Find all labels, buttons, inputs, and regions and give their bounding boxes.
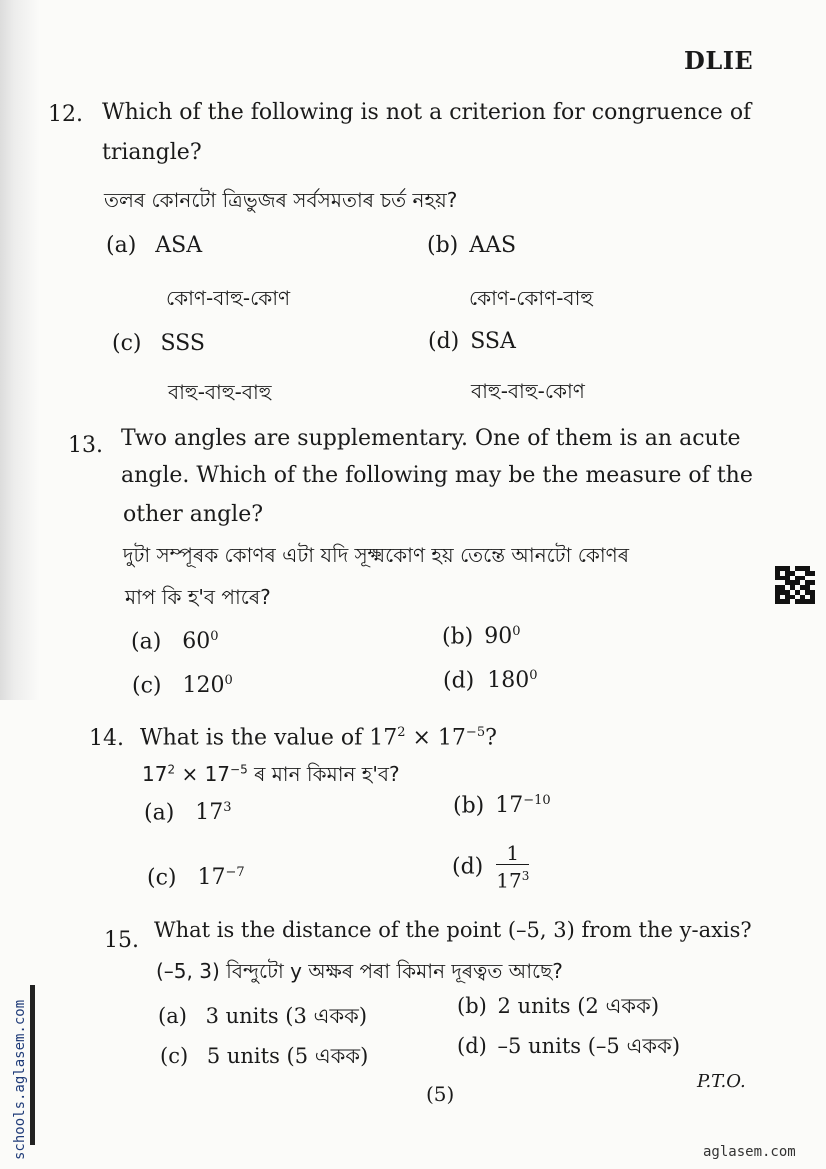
option-d [443, 668, 538, 693]
question-text: triangle? [102, 140, 202, 165]
scan-edge-bar [30, 985, 35, 1145]
option-a [158, 1000, 367, 1035]
option-value: –5 units (–5 একক) [497, 1034, 681, 1058]
question-text: Two angles are supplementary. One of them is an acute [121, 426, 741, 451]
option-c [132, 673, 233, 698]
option-value: 60 [182, 629, 211, 655]
option-superscript: 0 [224, 673, 233, 688]
option-b [457, 990, 659, 1025]
option-label: (d) [452, 854, 484, 880]
scan-shadow [0, 0, 40, 700]
option-superscript: −10 [523, 793, 551, 808]
option-c [112, 331, 205, 356]
option-b [427, 233, 516, 258]
option-value: 17 [495, 793, 524, 819]
option-value: ASA [155, 233, 203, 258]
option-value: AAS [469, 233, 517, 258]
option-value: SSS [160, 331, 205, 356]
question-text: angle. Which of the following may be the measure of the [121, 463, 753, 488]
question-number: 14. [89, 726, 124, 751]
option-label: (a) [144, 800, 175, 826]
option-c [160, 1040, 368, 1075]
question-assamese: দুটা সম্পূৰক কোণৰ এটা যদি সূক্ষ্মকোণ হয় তেন্তে আনটো কোণৰ [123, 543, 629, 567]
page-number: (5) [426, 1082, 455, 1106]
option-label: (c) [132, 673, 162, 699]
option-label: (a) [131, 629, 162, 655]
option-d [428, 329, 516, 354]
option-b [453, 793, 551, 818]
side-watermark: schools.aglasem.com [12, 999, 28, 1160]
question-text: Which of the following is not a criterion for congruence of [102, 100, 752, 125]
option-value: 17 [195, 800, 224, 826]
question-assamese: তলৰ কোনটো ত্ৰিভুজৰ সৰ্বসমতাৰ চৰ্ত নহয়? [104, 188, 458, 212]
option-label: (c) [147, 865, 177, 891]
question-text: What is the distance of the point (–5, 3) from the y-axis? [154, 918, 752, 942]
option-label: (a) [158, 1004, 187, 1028]
option-label: (c) [160, 1044, 189, 1068]
option-a [131, 629, 219, 654]
qr-code-icon [775, 566, 815, 604]
option-c [147, 865, 245, 890]
option-value: 3 units (3 একক) [205, 1004, 368, 1028]
option-label: (a) [106, 233, 137, 258]
question-number: 13. [68, 433, 103, 458]
option-label: (c) [112, 331, 142, 356]
option-label: (b) [427, 233, 459, 258]
option-b [442, 624, 521, 649]
fraction-denominator: $17^3$ [496, 868, 530, 893]
pto-label: P.T.O. [697, 1071, 746, 1092]
option-value: 120 [182, 673, 225, 699]
option-label: (d) [428, 329, 460, 354]
option-a [144, 800, 232, 825]
option-value: 90 [484, 624, 513, 650]
site-watermark: aglasem.com [703, 1144, 796, 1160]
option-label: (b) [453, 793, 485, 819]
question-assamese: মাপ কি হ'ব পাৰে? [125, 585, 271, 609]
option-subtext: বাহু-বাহু-বাহু [168, 380, 272, 404]
option-label: (b) [442, 624, 474, 650]
option-d [452, 842, 529, 892]
option-subtext: কোণ-কোণ-বাহু [469, 286, 594, 310]
question-assamese: $17^2 \times 17^{-5}$ ৰ মান কিমান হ'ব? [142, 762, 400, 786]
question-text: What is the value of $17^2 \times 17^{-5}$? [140, 725, 497, 751]
option-superscript: 0 [210, 629, 219, 644]
option-superscript: −7 [225, 865, 245, 880]
option-value: SSA [470, 329, 516, 354]
question-number: 15. [104, 928, 139, 953]
paper-code: DLIE [684, 46, 754, 75]
option-value: 2 units (2 একক) [497, 994, 660, 1018]
option-subtext: কোণ-বাহু-কোণ [166, 286, 291, 310]
option-label: (b) [457, 994, 487, 1018]
question-number: 12. [48, 102, 83, 127]
option-label: (d) [457, 1034, 487, 1058]
fraction-numerator: 1 [496, 842, 529, 865]
option-superscript: 0 [529, 668, 538, 683]
option-a [106, 233, 202, 258]
option-label: (d) [443, 668, 475, 694]
option-d [457, 1030, 680, 1065]
option-subtext: বাহু-বাহু-কোণ [471, 379, 585, 403]
option-superscript: 0 [512, 624, 521, 639]
question-text: other angle? [123, 502, 264, 527]
fraction [496, 842, 529, 892]
option-value: 180 [487, 668, 530, 694]
option-superscript: 3 [223, 800, 232, 815]
option-value: 17 [197, 865, 226, 891]
option-value: 5 units (5 একক) [206, 1044, 369, 1068]
question-assamese: (–5, 3) বিন্দুটো y অক্ষৰ পৰা কিমান দূৰত্বত আছে? [156, 959, 563, 983]
